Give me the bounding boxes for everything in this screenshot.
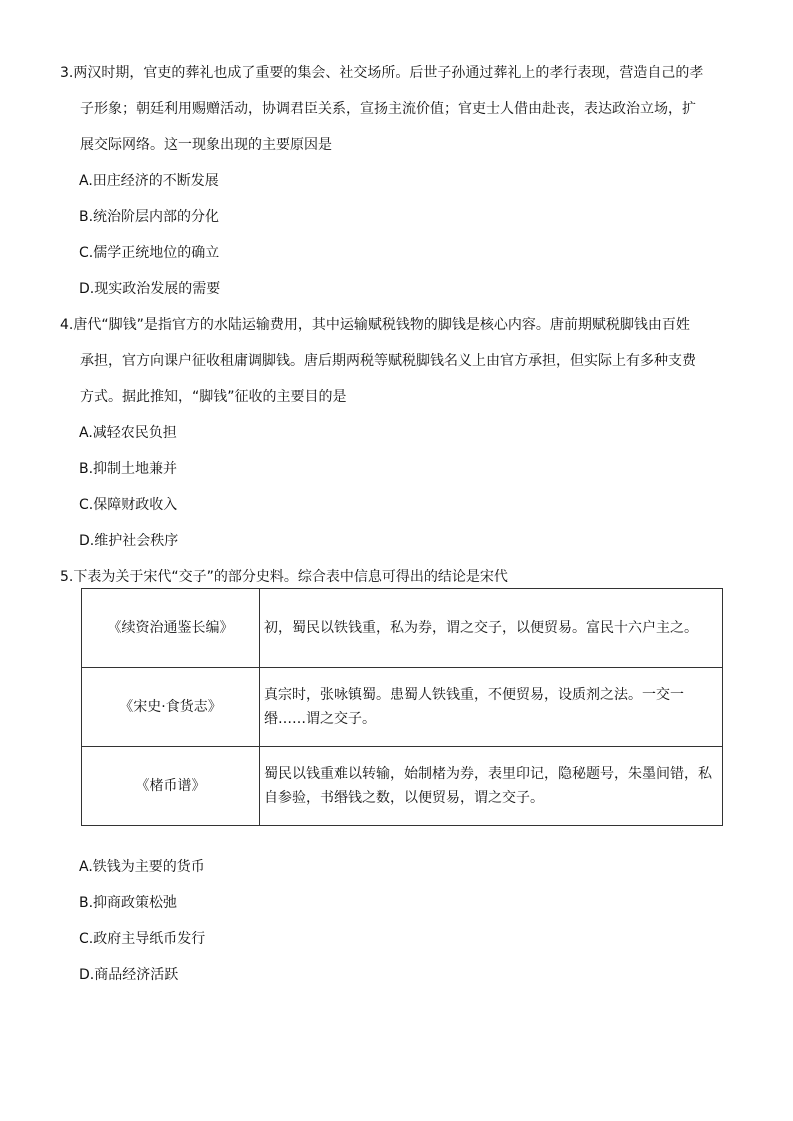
source-title: 《宋史·食货志》 <box>82 668 260 747</box>
question-5-option-d[interactable]: D.商品经济活跃 <box>79 967 179 983</box>
question-4-option-a[interactable]: A.减轻农民负担 <box>79 425 177 441</box>
source-text: 蜀民以钱重难以转输，始制楮为券，表里印记，隐秘题号，朱墨间错，私自参验，书缗钱之数，以便贸易，谓之交子。 <box>260 747 723 826</box>
question-4-stem-line: 4.唐代“脚钱”是指官方的水陆运输费用，其中运输赋税钱物的脚钱是核心内容。唐前期赋税脚钱由百姓 <box>60 317 690 333</box>
question-4-stem-line: 方式。据此推知，“脚钱”征收的主要目的是 <box>80 389 347 405</box>
question-3-option-d[interactable]: D.现实政治发展的需要 <box>79 281 221 297</box>
question-4-stem-line: 承担，官方向课户征收租庸调脚钱。唐后期两税等赋税脚钱名义上由官方承担，但实际上有多种支费 <box>80 353 696 369</box>
question-3 <box>60 55 750 307</box>
question-4 <box>60 307 750 559</box>
question-5-option-b[interactable]: B.抑商政策松弛 <box>79 895 178 911</box>
question-4-option-b[interactable]: B.抑制土地兼并 <box>79 461 178 477</box>
question-3-option-c[interactable]: C.儒学正统地位的确立 <box>79 245 220 261</box>
question-3-stem-line: 3.两汉时期，官吏的葬礼也成了重要的集会、社交场所。后世子孙通过葬礼上的孝行表现，营造自己的孝 <box>60 65 704 81</box>
question-3-stem <box>60 55 750 163</box>
question-5-stem: 5.下表为关于宋代“交子”的部分史料。综合表中信息可得出的结论是宋代 <box>60 569 508 585</box>
question-3-option-b[interactable]: B.统治阶层内部的分化 <box>79 209 220 225</box>
question-3-stem-line: 展交际网络。这一现象出现的主要原因是 <box>80 137 332 153</box>
question-4-option-d[interactable]: D.维护社会秩序 <box>79 533 179 549</box>
table-row <box>82 747 723 826</box>
source-text: 真宗时，张咏镇蜀。患蜀人铁钱重，不便贸易，设质剂之法。一交一缗……谓之交子。 <box>260 668 723 747</box>
table-row <box>82 668 723 747</box>
source-text: 初，蜀民以铁钱重，私为券，谓之交子，以便贸易。富民十六户主之。 <box>260 589 723 668</box>
question-4-stem <box>60 307 750 415</box>
source-title: 《楮币谱》 <box>82 747 260 826</box>
source-table <box>81 588 723 826</box>
question-5-option-a[interactable]: A.铁钱为主要的货币 <box>79 859 205 875</box>
table-row <box>82 589 723 668</box>
question-5-option-c[interactable]: C.政府主导纸币发行 <box>79 931 206 947</box>
question-3-option-a[interactable]: A.田庄经济的不断发展 <box>79 173 219 189</box>
source-title: 《续资治通鉴长编》 <box>82 589 260 668</box>
question-4-option-c[interactable]: C.保障财政收入 <box>79 497 178 513</box>
question-3-stem-line: 子形象；朝廷利用赐赠活动，协调君臣关系，宣扬主流价值；官吏士人借由赴丧，表达政治立场，扩 <box>80 101 696 117</box>
question-5-options <box>60 849 750 993</box>
